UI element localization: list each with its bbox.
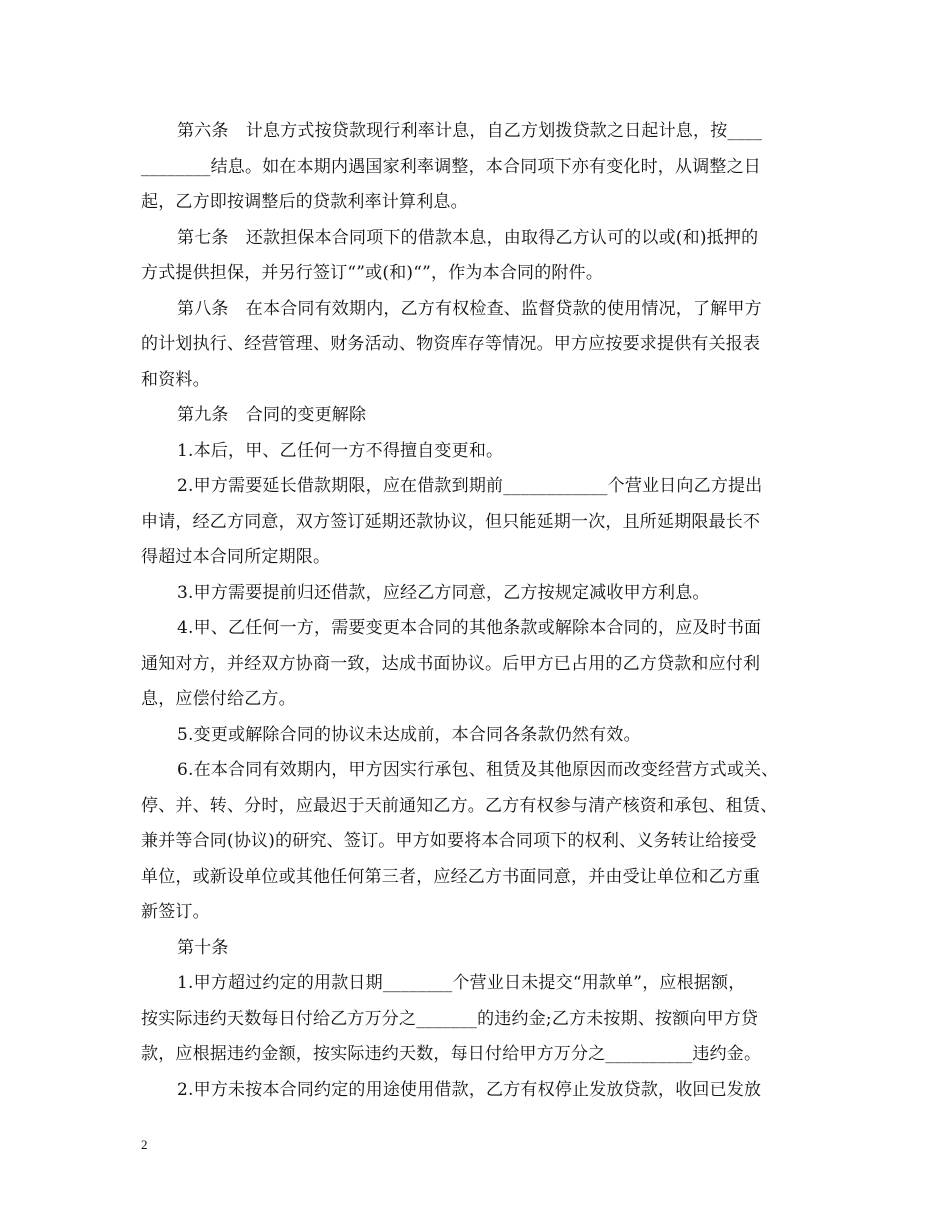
text-line: 1.本后，甲、乙任何一方不得擅自变更和。 <box>177 440 504 461</box>
text-line: ________结息。如在本期内遇国家利率调整，本合同项下亦有变化时，从调整之日 <box>141 156 761 177</box>
text-line: 的计划执行、经营管理、财务活动、物资库存等情况。甲方应按要求提供有关报表 <box>141 334 761 354</box>
text-line: 第七条 还款担保本合同项下的借款本息，由取得乙方认可的以或(和)抵押的 <box>177 227 759 248</box>
text-line: 4.甲、乙任何一方，需要变更本合同的其他条款或解除本合同的，应及时书面 <box>177 618 762 638</box>
text-line: 3.甲方需要提前归还借款，应经乙方同意，乙方按规定减收甲方利息。 <box>177 582 710 603</box>
section-heading: 第九条 合同的变更解除 <box>177 405 367 425</box>
text-line: 申请，经乙方同意，双方签订延期还款协议，但只能延期一次，且所延期限最长不 <box>141 511 761 532</box>
text-line: 2.甲方未按本合同约定的用途使用借款，乙方有权停止发放贷款，收回已发放 <box>177 1079 762 1100</box>
text-line: 方式提供担保，并另行签订“”或(和)“”，作为本合同的附件。 <box>141 263 604 283</box>
text-line: 6.在本合同有效期内，甲方因实行承包、租赁及其他原因而改变经营方式或关、 <box>177 760 779 780</box>
text-line: 单位，或新设单位或其他任何第三者，应经乙方书面同意，并由受让单位和乙方重 <box>141 866 761 887</box>
text-line: 停、并、转、分时，应最迟于天前通知乙方。乙方有权参与清产核资和承包、租赁、 <box>141 795 778 816</box>
text-line: 1.甲方超过约定的用款日期________个营业日未提交“用款单”，应根据额， <box>177 973 746 993</box>
text-line: 新签订。 <box>141 902 210 922</box>
text-line: 按实际违约天数每日付给乙方万分之_______的违约金;乙方未按期、按额向甲方贷 <box>141 1008 759 1029</box>
text-line: 得超过本合同所定期限。 <box>141 547 331 567</box>
text-line: 款，应根据违约金额，按实际违约天数，每日付给甲方万分之__________违约金。 <box>141 1044 762 1064</box>
section-heading: 第十条 <box>177 937 229 958</box>
text-line: 5.变更或解除合同的协议未达成前，本合同各条款仍然有效。 <box>177 724 641 745</box>
text-line: 第八条 在本合同有效期内，乙方有权检查、监督贷款的使用情况，了解甲方 <box>177 298 762 319</box>
text-line: 息，应偿付给乙方。 <box>141 689 296 709</box>
text-line: 起，乙方即按调整后的贷款利率计算利息。 <box>141 192 468 212</box>
text-line: 通知对方，并经双方协商一致，达成书面协议。后甲方已占用的乙方贷款和应付利 <box>141 653 761 674</box>
text-line: 2.甲方需要延长借款期限，应在借款到期前____________个营业日向乙方提出 <box>177 476 763 496</box>
text-line: 兼并等合同(协议)的研究、签订。甲方如要将本合同项下的权利、义务转让给接受 <box>141 831 757 851</box>
text-line: 第六条 计息方式按贷款现行利率计息，自乙方划拨贷款之日起计息，按____ <box>177 121 763 141</box>
contract-body <box>141 114 831 1108</box>
page-number: 2 <box>141 1137 148 1152</box>
text-line: 和资料。 <box>141 369 210 390</box>
